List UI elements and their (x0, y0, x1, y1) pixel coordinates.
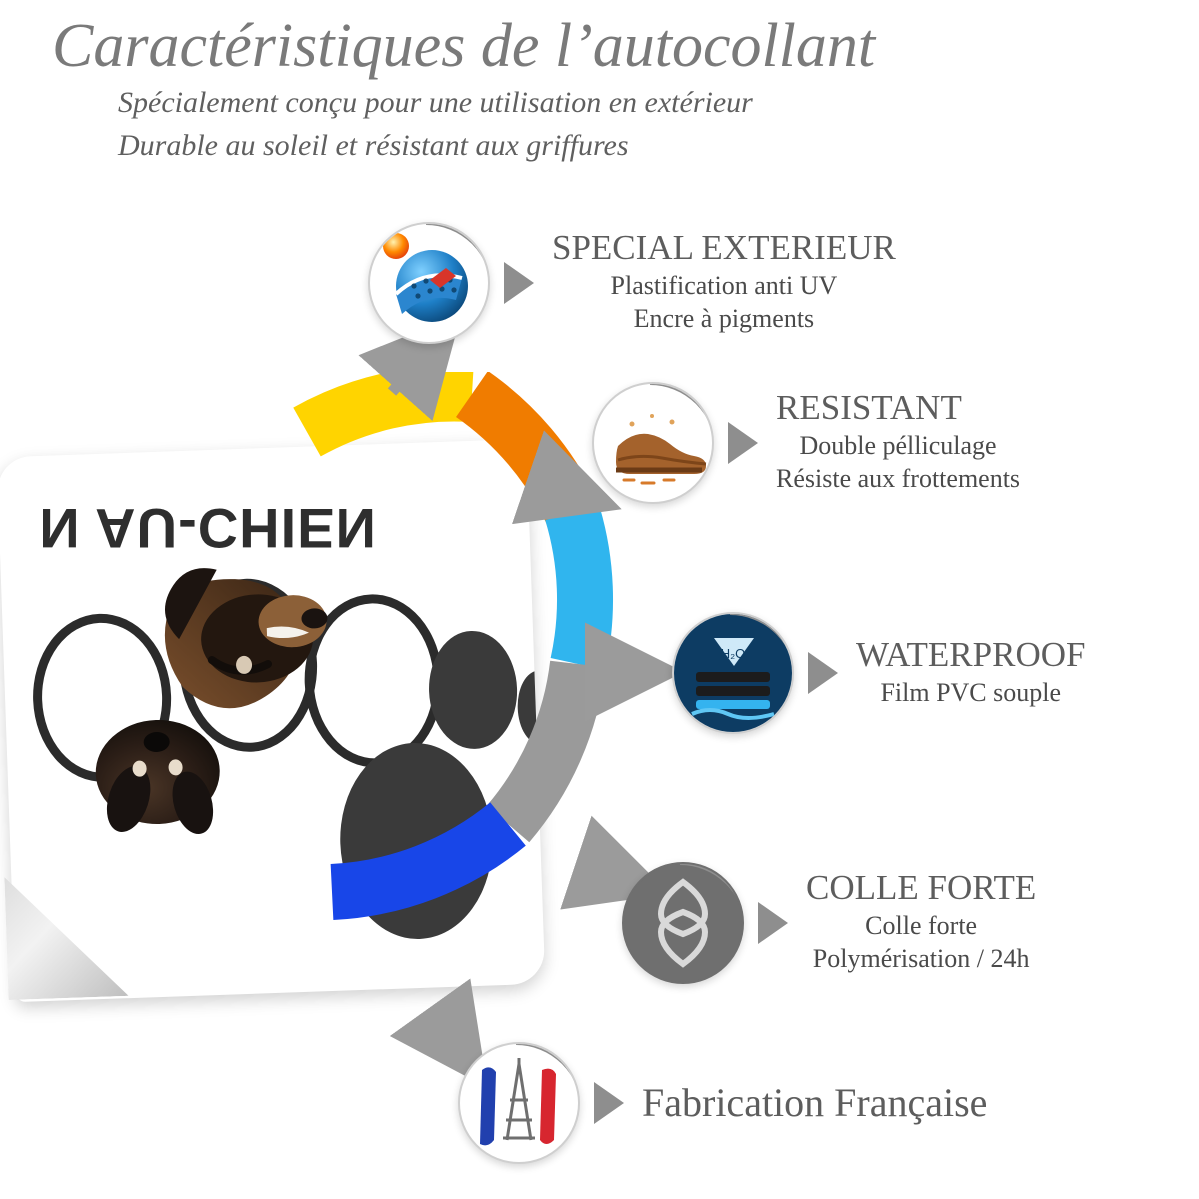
feature-line: Polymérisation / 24h (812, 944, 1030, 974)
chain-link-icon (622, 862, 744, 984)
feature-line: Film PVC souple (880, 677, 1062, 707)
feature-waterproof[interactable] (672, 612, 1085, 734)
arrow-icon (504, 262, 534, 304)
feature-fabrication-francaise[interactable] (458, 1042, 987, 1164)
feature-lines (776, 429, 1020, 496)
uv-sun-film-icon (368, 222, 490, 344)
feature-text (856, 634, 1086, 709)
subtitle-line-2: Durable au soleil et résistant aux griffures (118, 128, 629, 162)
arrow-icon (594, 1082, 624, 1124)
feature-title: SPECIAL EXTERIEUR (552, 228, 896, 268)
water-layers-icon (672, 612, 794, 734)
arrow-icon (808, 652, 838, 694)
arrow-icon (728, 422, 758, 464)
feature-title: Fabrication Française (642, 1080, 988, 1125)
page-title: Caractéristiques de l’autocollant (52, 12, 876, 80)
feature-line: Encre à pigments (633, 304, 815, 334)
feature-text (642, 1082, 987, 1124)
arrow-icon (758, 902, 788, 944)
shoe-scuff-icon (592, 382, 714, 504)
header (0, 0, 1199, 166)
feature-title: WATERPROOF (856, 634, 1086, 674)
feature-line: Double pélliculage (799, 431, 997, 461)
feature-text (552, 230, 896, 335)
feature-line: Colle forte (865, 911, 978, 941)
sticker-text: N AU-CHIEN (39, 497, 377, 561)
subtitle-line-1: Spécialement conçu pour une utilisation en extérieur (118, 86, 753, 120)
feature-lines (806, 909, 1036, 976)
feature-text (776, 390, 1020, 495)
eiffel-tower-french-flag-icon (458, 1042, 580, 1164)
feature-resistant[interactable] (592, 382, 1020, 504)
feature-line: Résiste aux frottements (776, 464, 1021, 494)
process-ring (272, 372, 632, 1032)
feature-colle-forte[interactable] (622, 862, 1036, 984)
feature-line: Plastification anti UV (610, 271, 838, 301)
svg-text:H₂O: H₂O (720, 646, 746, 661)
feature-text (806, 870, 1036, 975)
feature-lines (552, 269, 896, 336)
feature-special-exterieur[interactable] (368, 222, 896, 344)
feature-lines (856, 676, 1085, 709)
feature-title: COLLE FORTE (806, 868, 1037, 908)
feature-title: RESISTANT (776, 388, 962, 428)
